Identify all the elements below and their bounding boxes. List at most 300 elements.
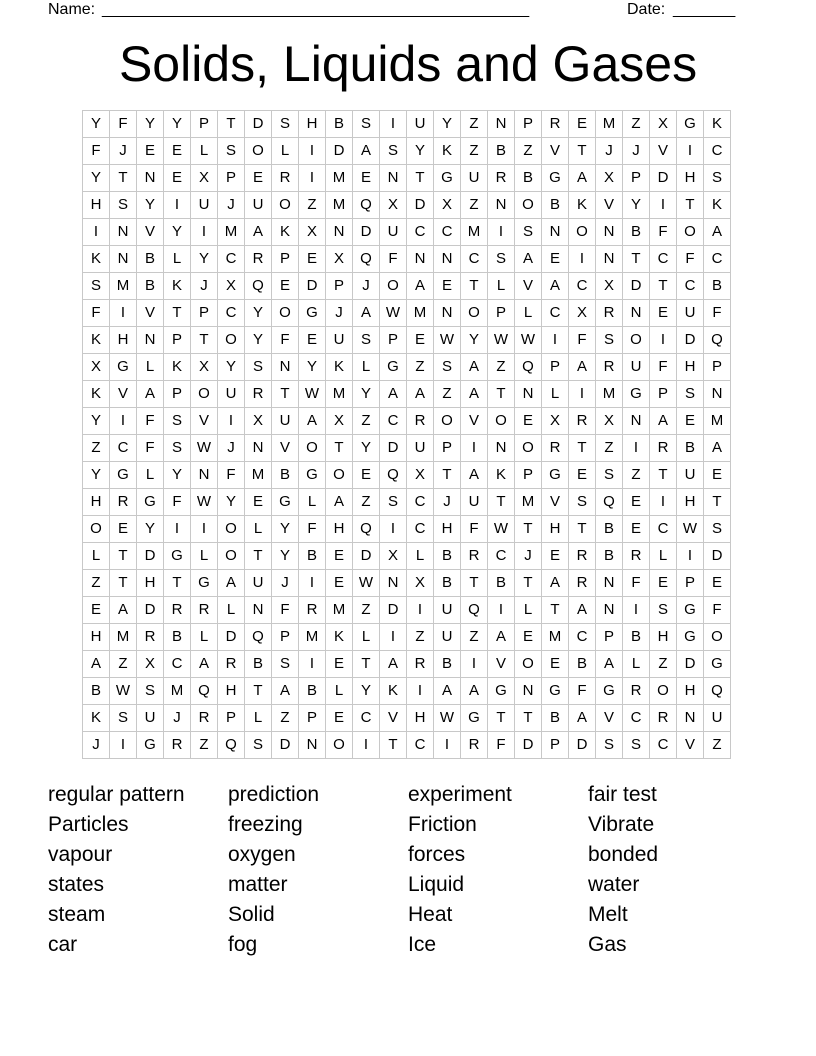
grid-cell: S: [380, 138, 407, 165]
grid-row: [83, 651, 731, 678]
grid-cell: F: [650, 354, 677, 381]
grid-cell: V: [191, 408, 218, 435]
grid-cell: A: [650, 408, 677, 435]
grid-cell: Z: [461, 138, 488, 165]
grid-cell: N: [137, 327, 164, 354]
grid-cell: B: [542, 705, 569, 732]
grid-cell: L: [191, 543, 218, 570]
word-search-grid: [82, 110, 731, 759]
grid-cell: J: [515, 543, 542, 570]
date-field-line: _______: [673, 1, 736, 18]
grid-cell: Y: [83, 111, 110, 138]
grid-cell: D: [704, 543, 731, 570]
grid-cell: T: [650, 273, 677, 300]
grid-cell: K: [272, 219, 299, 246]
grid-cell: G: [542, 678, 569, 705]
grid-cell: O: [191, 381, 218, 408]
grid-cell: D: [623, 273, 650, 300]
grid-cell: C: [407, 219, 434, 246]
grid-cell: E: [623, 516, 650, 543]
grid-cell: E: [515, 624, 542, 651]
grid-cell: I: [650, 489, 677, 516]
grid-cell: O: [488, 408, 515, 435]
grid-cell: R: [407, 408, 434, 435]
grid-cell: C: [407, 489, 434, 516]
header: [48, 0, 768, 20]
grid-cell: Z: [461, 192, 488, 219]
page-title: Solids, Liquids and Gases: [118, 36, 698, 92]
grid-cell: E: [650, 570, 677, 597]
grid-cell: I: [299, 165, 326, 192]
grid-row: [83, 138, 731, 165]
grid-cell: L: [83, 543, 110, 570]
grid-cell: G: [380, 354, 407, 381]
grid-cell: I: [650, 192, 677, 219]
grid-cell: V: [515, 273, 542, 300]
grid-cell: W: [434, 705, 461, 732]
grid-cell: Y: [245, 300, 272, 327]
grid-cell: I: [380, 516, 407, 543]
grid-cell: T: [218, 111, 245, 138]
grid-cell: P: [434, 435, 461, 462]
grid-cell: F: [83, 300, 110, 327]
grid-cell: T: [542, 597, 569, 624]
grid-cell: H: [677, 354, 704, 381]
grid-cell: U: [677, 462, 704, 489]
grid-cell: B: [542, 192, 569, 219]
grid-row: [83, 246, 731, 273]
grid-cell: T: [488, 705, 515, 732]
grid-cell: U: [677, 300, 704, 327]
grid-cell: V: [542, 489, 569, 516]
grid-cell: M: [515, 489, 542, 516]
grid-cell: P: [542, 732, 569, 759]
grid-cell: F: [110, 111, 137, 138]
grid-cell: Z: [704, 732, 731, 759]
grid-cell: V: [380, 705, 407, 732]
grid-cell: P: [164, 327, 191, 354]
grid-cell: Y: [137, 192, 164, 219]
grid-cell: I: [110, 732, 137, 759]
grid-cell: E: [569, 111, 596, 138]
grid-cell: U: [407, 435, 434, 462]
grid-cell: B: [137, 273, 164, 300]
grid-cell: A: [515, 246, 542, 273]
grid-cell: G: [677, 624, 704, 651]
grid-cell: R: [191, 597, 218, 624]
grid-row: [83, 354, 731, 381]
grid-cell: H: [407, 705, 434, 732]
grid-cell: U: [623, 354, 650, 381]
grid-cell: T: [488, 489, 515, 516]
grid-cell: O: [218, 516, 245, 543]
grid-cell: T: [515, 570, 542, 597]
grid-cell: Q: [515, 354, 542, 381]
grid-cell: U: [407, 111, 434, 138]
grid-cell: U: [245, 570, 272, 597]
grid-cell: U: [191, 192, 218, 219]
grid-cell: M: [245, 462, 272, 489]
grid-cell: I: [623, 597, 650, 624]
grid-cell: X: [434, 192, 461, 219]
grid-cell: Q: [191, 678, 218, 705]
grid-cell: C: [650, 516, 677, 543]
grid-cell: B: [83, 678, 110, 705]
grid-cell: R: [488, 165, 515, 192]
grid-cell: N: [542, 219, 569, 246]
grid-cell: Y: [218, 489, 245, 516]
grid-cell: T: [191, 327, 218, 354]
grid-cell: A: [191, 651, 218, 678]
grid-cell: M: [704, 408, 731, 435]
grid-cell: F: [650, 219, 677, 246]
grid-cell: K: [704, 192, 731, 219]
grid-cell: D: [677, 327, 704, 354]
grid-cell: T: [488, 381, 515, 408]
grid-cell: G: [488, 678, 515, 705]
grid-cell: I: [218, 408, 245, 435]
grid-cell: O: [677, 219, 704, 246]
grid-cell: S: [704, 165, 731, 192]
grid-cell: L: [542, 381, 569, 408]
grid-cell: N: [515, 381, 542, 408]
grid-cell: L: [488, 273, 515, 300]
grid-cell: F: [272, 327, 299, 354]
grid-row: [83, 219, 731, 246]
grid-cell: X: [326, 408, 353, 435]
grid-cell: A: [569, 705, 596, 732]
grid-cell: S: [434, 354, 461, 381]
grid-cell: L: [407, 543, 434, 570]
grid-cell: J: [596, 138, 623, 165]
grid-cell: Y: [407, 138, 434, 165]
grid-cell: T: [569, 516, 596, 543]
grid-cell: X: [596, 165, 623, 192]
grid-cell: A: [380, 651, 407, 678]
grid-cell: O: [704, 624, 731, 651]
grid-cell: R: [569, 570, 596, 597]
grid-cell: E: [272, 273, 299, 300]
grid-cell: I: [677, 138, 704, 165]
grid-cell: A: [542, 570, 569, 597]
grid-cell: W: [353, 570, 380, 597]
grid-cell: T: [110, 543, 137, 570]
grid-cell: F: [137, 435, 164, 462]
grid-cell: Z: [407, 624, 434, 651]
grid-cell: E: [623, 489, 650, 516]
grid-cell: R: [137, 624, 164, 651]
grid-cell: A: [488, 624, 515, 651]
grid-cell: U: [272, 408, 299, 435]
grid-row: [83, 732, 731, 759]
grid-cell: F: [272, 597, 299, 624]
grid-cell: D: [137, 543, 164, 570]
grid-cell: K: [704, 111, 731, 138]
grid-cell: O: [380, 273, 407, 300]
grid-cell: H: [110, 327, 137, 354]
grid-cell: W: [488, 516, 515, 543]
grid-cell: E: [299, 246, 326, 273]
grid-cell: P: [623, 165, 650, 192]
grid-cell: A: [704, 435, 731, 462]
grid-cell: I: [407, 597, 434, 624]
grid-cell: N: [245, 597, 272, 624]
grid-cell: B: [569, 651, 596, 678]
grid-cell: Z: [83, 435, 110, 462]
word-list-item: forces: [408, 843, 466, 866]
grid-cell: Y: [137, 516, 164, 543]
grid-cell: X: [650, 111, 677, 138]
grid-cell: R: [542, 435, 569, 462]
grid-row: [83, 111, 731, 138]
grid-cell: E: [326, 651, 353, 678]
grid-cell: X: [542, 408, 569, 435]
grid-cell: W: [515, 327, 542, 354]
grid-cell: X: [380, 543, 407, 570]
grid-cell: Y: [164, 219, 191, 246]
grid-cell: P: [299, 705, 326, 732]
grid-cell: P: [488, 300, 515, 327]
grid-cell: R: [461, 543, 488, 570]
grid-cell: X: [596, 273, 623, 300]
grid-cell: O: [515, 651, 542, 678]
grid-cell: E: [326, 705, 353, 732]
grid-cell: R: [623, 678, 650, 705]
grid-cell: A: [299, 408, 326, 435]
grid-cell: H: [434, 516, 461, 543]
grid-cell: J: [164, 705, 191, 732]
grid-cell: Q: [245, 624, 272, 651]
grid-cell: J: [218, 192, 245, 219]
grid-cell: W: [488, 327, 515, 354]
grid-cell: H: [677, 678, 704, 705]
grid-cell: Z: [650, 651, 677, 678]
grid-cell: B: [245, 651, 272, 678]
grid-cell: E: [245, 165, 272, 192]
grid-cell: T: [515, 516, 542, 543]
grid-cell: K: [434, 138, 461, 165]
grid-cell: Y: [164, 111, 191, 138]
grid-cell: E: [542, 651, 569, 678]
grid-cell: P: [272, 246, 299, 273]
grid-cell: P: [596, 624, 623, 651]
grid-cell: O: [272, 300, 299, 327]
grid-cell: I: [299, 138, 326, 165]
word-list-item: states: [48, 873, 105, 896]
grid-cell: G: [299, 300, 326, 327]
grid-cell: P: [191, 300, 218, 327]
grid-cell: P: [272, 624, 299, 651]
grid-cell: E: [515, 408, 542, 435]
grid-cell: E: [650, 300, 677, 327]
grid-cell: R: [542, 111, 569, 138]
grid-cell: A: [218, 570, 245, 597]
grid-cell: I: [569, 246, 596, 273]
grid-cell: N: [434, 300, 461, 327]
grid-cell: R: [164, 597, 191, 624]
grid-cell: T: [623, 246, 650, 273]
grid-cell: E: [569, 462, 596, 489]
grid-cell: P: [542, 354, 569, 381]
grid-cell: Z: [353, 489, 380, 516]
grid-cell: N: [515, 678, 542, 705]
grid-cell: W: [677, 516, 704, 543]
grid-row: [83, 273, 731, 300]
grid-row: [83, 489, 731, 516]
grid-cell: M: [110, 273, 137, 300]
grid-cell: F: [83, 138, 110, 165]
grid-cell: Z: [299, 192, 326, 219]
grid-row: [83, 381, 731, 408]
grid-cell: D: [272, 732, 299, 759]
grid-cell: S: [110, 192, 137, 219]
grid-cell: G: [137, 732, 164, 759]
grid-cell: Q: [218, 732, 245, 759]
grid-cell: T: [569, 138, 596, 165]
word-list-item: Gas: [588, 933, 627, 956]
grid-cell: Q: [353, 246, 380, 273]
grid-cell: T: [272, 381, 299, 408]
grid-cell: B: [137, 246, 164, 273]
grid-cell: B: [677, 435, 704, 462]
grid-cell: S: [596, 327, 623, 354]
grid-cell: N: [488, 111, 515, 138]
grid-cell: C: [110, 435, 137, 462]
grid-cell: E: [110, 516, 137, 543]
grid-cell: S: [164, 435, 191, 462]
grid-cell: N: [623, 408, 650, 435]
grid-cell: Z: [596, 435, 623, 462]
grid-cell: U: [704, 705, 731, 732]
grid-cell: Y: [353, 435, 380, 462]
grid-cell: C: [704, 138, 731, 165]
grid-cell: S: [704, 516, 731, 543]
grid-cell: K: [83, 246, 110, 273]
grid-cell: C: [569, 624, 596, 651]
grid-cell: H: [650, 624, 677, 651]
grid-cell: A: [380, 381, 407, 408]
grid-cell: X: [218, 273, 245, 300]
grid-cell: T: [515, 705, 542, 732]
grid-row: [83, 300, 731, 327]
grid-cell: Z: [110, 651, 137, 678]
grid-cell: C: [488, 543, 515, 570]
grid-cell: T: [461, 570, 488, 597]
grid-cell: M: [461, 219, 488, 246]
grid-cell: J: [272, 570, 299, 597]
grid-cell: O: [650, 678, 677, 705]
grid-cell: N: [596, 246, 623, 273]
grid-cell: W: [380, 300, 407, 327]
grid-cell: V: [488, 651, 515, 678]
grid-cell: H: [83, 489, 110, 516]
grid-cell: O: [461, 300, 488, 327]
date-label: Date:: [627, 1, 666, 18]
grid-cell: C: [461, 246, 488, 273]
grid-cell: F: [704, 597, 731, 624]
grid-cell: U: [245, 192, 272, 219]
grid-cell: D: [380, 597, 407, 624]
grid-cell: U: [380, 219, 407, 246]
grid-cell: A: [245, 219, 272, 246]
grid-cell: J: [218, 435, 245, 462]
grid-cell: F: [380, 246, 407, 273]
grid-cell: T: [704, 489, 731, 516]
grid-cell: C: [650, 732, 677, 759]
word-list-item: bonded: [588, 843, 659, 866]
grid-cell: A: [569, 354, 596, 381]
grid-cell: T: [164, 300, 191, 327]
grid-cell: R: [596, 354, 623, 381]
word-list-item: experiment: [408, 783, 512, 806]
grid-cell: N: [380, 165, 407, 192]
grid-cell: A: [353, 138, 380, 165]
grid-cell: V: [461, 408, 488, 435]
grid-cell: K: [164, 354, 191, 381]
grid-cell: E: [677, 408, 704, 435]
grid-cell: S: [110, 705, 137, 732]
grid-cell: A: [704, 219, 731, 246]
grid-cell: V: [596, 192, 623, 219]
grid-cell: H: [677, 489, 704, 516]
grid-cell: D: [380, 435, 407, 462]
grid-cell: E: [353, 165, 380, 192]
grid-cell: M: [407, 300, 434, 327]
word-list-item: Heat: [408, 903, 453, 926]
word-list: [48, 780, 768, 960]
grid-cell: T: [110, 570, 137, 597]
grid-cell: Y: [272, 543, 299, 570]
grid-cell: D: [650, 165, 677, 192]
word-list-item: regular pattern: [48, 783, 185, 806]
grid-cell: Z: [434, 381, 461, 408]
grid-cell: L: [191, 138, 218, 165]
grid-cell: K: [326, 354, 353, 381]
grid-cell: D: [407, 192, 434, 219]
grid-cell: E: [164, 138, 191, 165]
grid-cell: O: [218, 327, 245, 354]
grid-cell: S: [272, 651, 299, 678]
grid-cell: B: [704, 273, 731, 300]
grid-cell: C: [650, 246, 677, 273]
word-list-item: water: [588, 873, 640, 896]
grid-cell: C: [623, 705, 650, 732]
grid-cell: K: [326, 624, 353, 651]
grid-cell: O: [272, 192, 299, 219]
grid-cell: E: [704, 462, 731, 489]
grid-cell: M: [299, 624, 326, 651]
grid-cell: R: [596, 300, 623, 327]
grid-cell: I: [461, 651, 488, 678]
grid-cell: B: [623, 219, 650, 246]
grid-cell: F: [218, 462, 245, 489]
grid-cell: B: [299, 678, 326, 705]
grid-cell: Y: [164, 462, 191, 489]
grid-cell: Y: [83, 408, 110, 435]
grid-cell: K: [83, 705, 110, 732]
grid-cell: G: [299, 462, 326, 489]
grid-cell: H: [218, 678, 245, 705]
grid-cell: J: [434, 489, 461, 516]
grid-row: [83, 462, 731, 489]
word-list-item: car: [48, 933, 78, 956]
grid-cell: A: [596, 651, 623, 678]
grid-cell: E: [353, 462, 380, 489]
grid-cell: R: [407, 651, 434, 678]
grid-cell: V: [137, 219, 164, 246]
grid-cell: S: [137, 678, 164, 705]
grid-cell: V: [110, 381, 137, 408]
